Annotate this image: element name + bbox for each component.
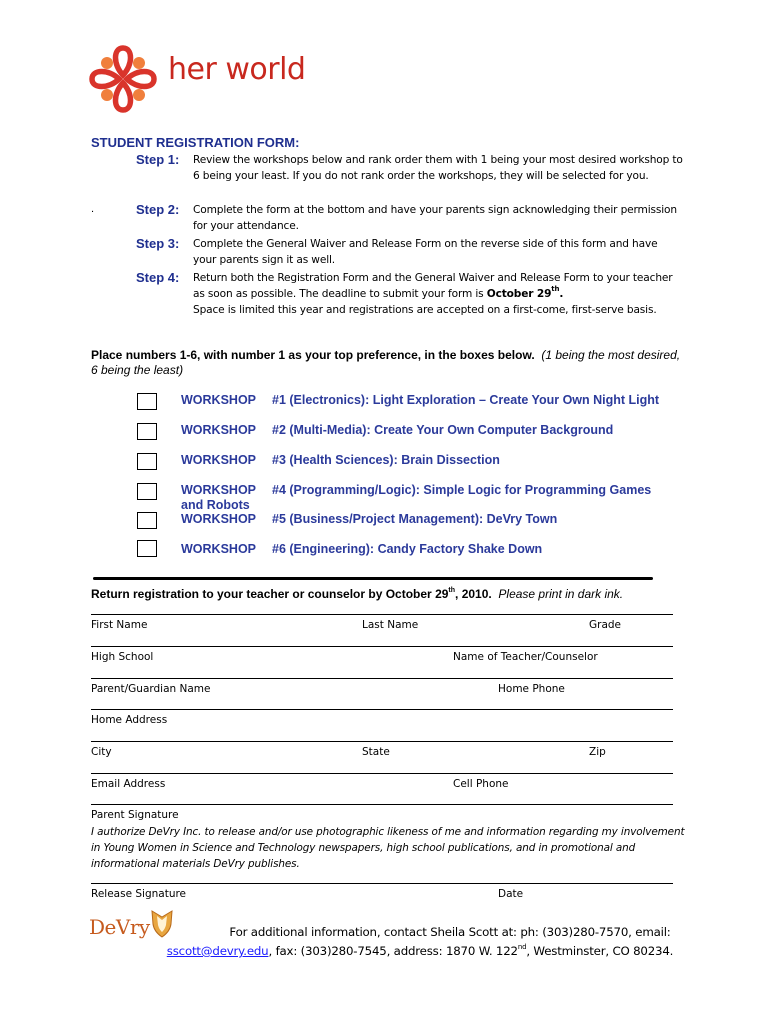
herworld-wordmark: her world <box>168 52 306 87</box>
section-divider <box>93 577 653 580</box>
email-line[interactable] <box>91 773 673 774</box>
workshop-1-label: WORKSHOP <box>181 393 256 407</box>
step-4-text-a: Return both the Registration Form and the General Waiver and Release Form to your teacher as soon as possible. The deadline to submit your form is <box>193 272 673 301</box>
rank-box-workshop-4[interactable] <box>137 483 157 500</box>
step-4-text-b: Space is limited this year and registrations are accepted on a first-come, first-serve basis. <box>193 304 657 317</box>
state-label: State <box>362 746 390 758</box>
city-line[interactable] <box>91 741 673 742</box>
guardian-line[interactable] <box>91 678 673 679</box>
return-instructions: Return registration to your teacher or counselor by October 29th, 2010. Please print in dark ink. <box>91 587 624 601</box>
workshop-5-title: #5 (Business/Project Management): DeVry Town <box>272 512 558 526</box>
workshop-2-title: #2 (Multi-Media): Create Your Own Computer Background <box>272 423 614 437</box>
parent-signature-line[interactable] <box>91 804 673 805</box>
high-school-label: High School <box>91 651 154 663</box>
contact-line-2: sscott@devry.edu, fax: (303)280-7545, address: 1870 W. 122nd, Westminster, CO 80234. <box>166 943 674 958</box>
workshop-6-label: WORKSHOP <box>181 542 256 556</box>
workshop-5-label: WORKSHOP <box>181 512 256 526</box>
contact-email-link[interactable]: sscott@devry.edu <box>166 944 269 958</box>
zip-label: Zip <box>589 746 606 758</box>
step-2-text: Complete the form at the bottom and have your parents sign acknowledging their permission for your attendance. <box>193 204 677 233</box>
rank-box-workshop-1[interactable] <box>137 393 157 410</box>
teacher-counselor-label: Name of Teacher/Counselor <box>453 651 598 663</box>
home-phone-label: Home Phone <box>498 683 565 695</box>
workshop-2-label: WORKSHOP <box>181 423 256 437</box>
workshop-3-title: #3 (Health Sciences): Brain Dissection <box>272 453 500 467</box>
first-name-line[interactable] <box>91 614 673 615</box>
contact-line-1: For additional information, contact Sheila Scott at: ph: (303)280-7570, email: <box>229 925 671 939</box>
step-4-label: Step 4: <box>136 270 180 285</box>
devry-wordmark: DeVry <box>89 915 150 939</box>
guardian-name-label: Parent/Guardian Name <box>91 683 211 695</box>
rank-box-workshop-5[interactable] <box>137 512 157 529</box>
home-address-label: Home Address <box>91 714 168 726</box>
rank-box-workshop-6[interactable] <box>137 540 157 557</box>
step-3-label: Step 3: <box>136 236 180 251</box>
first-name-label: First Name <box>91 619 148 631</box>
cell-phone-label: Cell Phone <box>453 778 509 790</box>
stray-dot: . <box>91 203 95 215</box>
last-name-label: Last Name <box>362 619 419 631</box>
workshop-4-label-extra: and Robots <box>181 498 250 512</box>
workshop-1-title: #1 (Electronics): Light Exploration – Create Your Own Night Light <box>272 393 660 407</box>
rank-box-workshop-3[interactable] <box>137 453 157 470</box>
workshop-4-label: WORKSHOP and Robots <box>181 483 256 512</box>
release-signature-line[interactable] <box>91 883 673 884</box>
date-label: Date <box>498 888 524 900</box>
form-title: STUDENT REGISTRATION FORM: <box>91 135 300 150</box>
ranking-instructions: Place numbers 1-6, with number 1 as your top preference, in the boxes below. (1 being the most desired, 6 being the least) <box>91 348 681 377</box>
grade-label: Grade <box>589 619 622 631</box>
deadline-date: October 29th. <box>486 285 564 301</box>
step-2-label: Step 2: <box>136 202 180 217</box>
home-address-line[interactable] <box>91 709 673 710</box>
email-address-label: Email Address <box>91 778 166 790</box>
workshop-3-label: WORKSHOP <box>181 453 256 467</box>
step-4-text <box>193 270 683 319</box>
rank-box-workshop-2[interactable] <box>137 423 157 440</box>
step-1-text: Review the workshops below and rank order them with 1 being your most desired workshop to 6 being your least. If you do not rank order the workshops, they will be selected for you. <box>193 154 683 183</box>
step-1-label: Step 1: <box>136 152 180 167</box>
parent-signature-label: Parent Signature <box>91 809 179 821</box>
high-school-line[interactable] <box>91 646 673 647</box>
clover-logo-icon <box>86 42 160 116</box>
step-3-text: Complete the General Waiver and Release Form on the reverse side of this form and have your parents sign it as well. <box>193 238 658 267</box>
workshop-4-title: #4 (Programming/Logic): Simple Logic for Programming Games <box>272 483 652 497</box>
release-signature-label: Release Signature <box>91 888 187 900</box>
contact-info <box>150 923 690 961</box>
city-label: City <box>91 746 112 758</box>
authorization-text: I authorize DeVry Inc. to release and/or use photographic likeness of me and information regarding my involvement in Young Women in Science and Technology newspapers, high school publications, and in promotional and informational materials DeVry publishes. <box>91 826 685 870</box>
herworld-logo <box>86 42 326 118</box>
workshop-6-title: #6 (Engineering): Candy Factory Shake Down <box>272 542 543 556</box>
